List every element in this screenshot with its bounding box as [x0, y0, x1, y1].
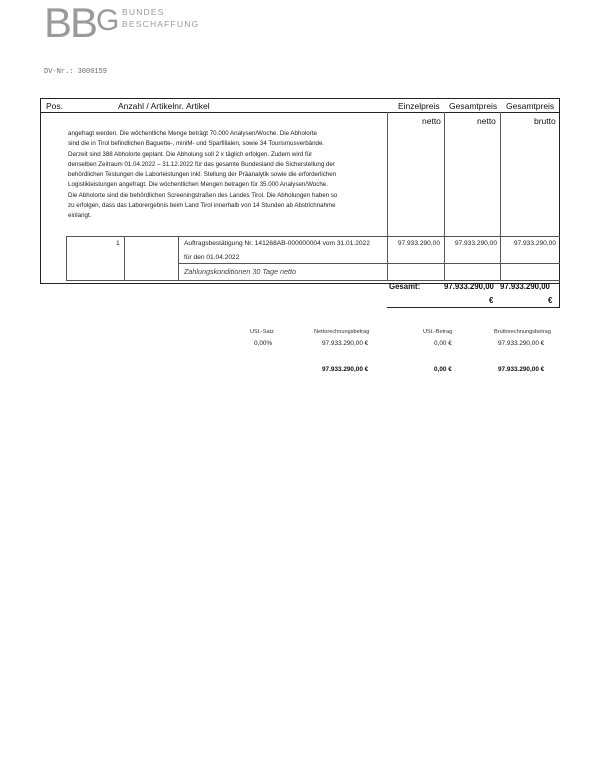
header-gesamtpreis-brutto: Gesamtpreis: [506, 101, 555, 111]
summary-total-netto: 97.933.290,00 €: [322, 366, 369, 373]
description-line: behördlichen Testungen die Laborleistungen inkl. Stellung der Präanalytik sowie die erforderlichen: [68, 171, 337, 179]
logo-line-2: BESCHAFFUNG: [122, 19, 200, 29]
dv-number: DV-Nr.: 3000159: [44, 68, 108, 76]
header-pos: Pos.: [46, 101, 64, 111]
summary-label-netto: Nettorechnungsbetrag: [314, 329, 370, 335]
article-description: [68, 129, 386, 222]
payment-terms: Zahlungskonditionen 30 Tage netto: [184, 267, 297, 276]
logo-line-1: BUNDES: [122, 7, 165, 17]
totals-bottom-line: [387, 307, 560, 308]
logo-text: [122, 6, 199, 30]
row-date: für den 01.04.2022: [184, 254, 240, 261]
gesamt-netto-currency: €: [489, 296, 494, 305]
summary-ust-satz: 0,00%: [254, 340, 273, 347]
summary-label-ust-satz: USt.-Satz: [250, 329, 274, 335]
header-artikel: Artikel: [186, 101, 210, 111]
logo-letters: BB: [44, 0, 97, 46]
description-line: sind die in Tirol befindlichen Baguette-, miniM- und Sparfilialen, sowie 34 Tourismusverbände.: [68, 140, 325, 148]
header-gesamtpreis-netto: Gesamtpreis: [449, 101, 498, 111]
logo: [44, 2, 119, 44]
row-order-confirmation: Auftragsbestätigung Nr. 141268AB-000000004 vom 31.01.2022: [184, 240, 370, 247]
summary-brutto: 97.933.290,00 €: [498, 340, 545, 347]
row-mid-line: [178, 263, 560, 264]
qty-col-line: [124, 236, 125, 280]
row-qty: 1: [116, 240, 120, 247]
header-divider: [40, 112, 560, 113]
summary-total-brutto: 97.933.290,00 €: [498, 366, 545, 373]
description-line: zu erfolgen, dass das Laborergebnis beim Land Tirol innerhalb von 14 Stunden ab Abstrichnahme: [68, 202, 336, 210]
gesamt-label: Gesamt:: [389, 282, 421, 291]
col-line-3: [500, 112, 501, 280]
header-einzelpreis-sub: netto: [422, 116, 441, 126]
description-line: einlangt.: [68, 212, 92, 220]
header-einzelpreis: Einzelpreis: [398, 101, 440, 111]
logo-letter-g: G: [96, 4, 120, 37]
summary-ust-betrag: 0,00 €: [434, 340, 452, 347]
inner-left-line: [66, 236, 67, 280]
summary-netto: 97.933.290,00 €: [322, 340, 369, 347]
gesamt-netto: 97.933.290,00: [444, 282, 494, 291]
description-line: denselben Zeitraum 01.04.2022 – 31.12.2022 für das gesamte Bundesland die Sicherstellung der: [68, 160, 335, 168]
gesamt-brutto: 97.933.290,00: [500, 282, 550, 291]
col-line-1: [387, 112, 388, 280]
gesamt-brutto-currency: €: [548, 296, 553, 305]
row-top-line: [66, 236, 560, 237]
summary-total-ust: 0,00 €: [434, 366, 452, 373]
totals-right-line: [559, 284, 560, 308]
description-line: Logistikleistungen angefragt. Die wöchentlichen Mengen betragen für 35.000 Analysen/Woche.: [68, 181, 328, 189]
row-gesamt-brutto: 97.933.290,00: [513, 240, 556, 247]
row-einzelpreis: 97.933.290,00: [397, 240, 440, 247]
summary-label-brutto: Bruttorechnungsbetrag: [494, 329, 551, 335]
description-line: angefragt werden. Die wöchentliche Menge beträgt 70.000 Analysen/Woche. Die Abholorte: [68, 130, 317, 137]
col-line-2: [444, 112, 445, 280]
header-gesamtpreis-brutto-sub: brutto: [534, 116, 556, 126]
header-gesamtpreis-netto-sub: netto: [477, 116, 496, 126]
row-bottom-line: [66, 280, 560, 281]
row-gesamt-netto: 97.933.290,00: [454, 240, 497, 247]
description-line: Die Abholorte sind die behördlichen Screeningstraßen des Landes Tirol. Die Abholungen haben so: [68, 191, 338, 199]
description-line: Derzeit sind 388 Abholorte geplant. Die Abholung soll 2 x täglich erfolgen. Zudem wird für: [68, 150, 313, 158]
article-col-line: [178, 236, 179, 280]
summary-label-ust-betrag: USt.-Betrag: [423, 329, 453, 335]
header-anzahl: Anzahl / Artikelnr.: [118, 101, 184, 111]
